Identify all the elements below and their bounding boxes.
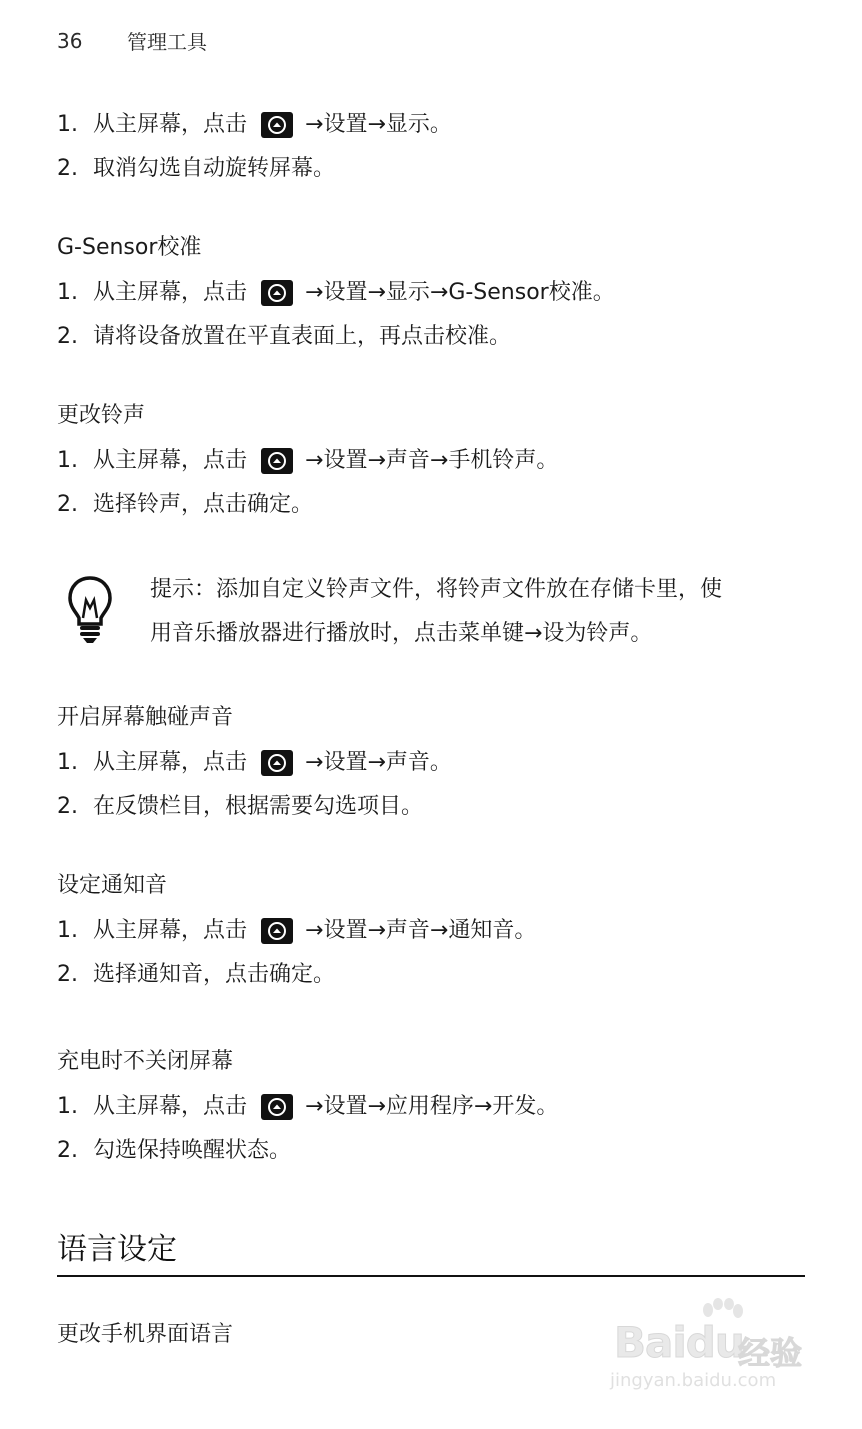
subsection-heading: 开启屏幕触碰声音	[57, 705, 234, 730]
tip-line: 提示：添加自定义铃声文件，将铃声文件放在存储卡里，使	[150, 577, 723, 602]
step-number: 1.	[57, 750, 78, 775]
lightbulb-icon	[64, 574, 116, 646]
step-text: 从主屏幕，点击	[93, 112, 248, 137]
page-number: 36	[57, 28, 83, 53]
step-number: 1.	[57, 112, 78, 137]
subsection-heading: 更改铃声	[57, 403, 146, 428]
step-text: →设置→显示→G-Sensor校准。	[305, 280, 615, 305]
step-item	[57, 1136, 291, 1166]
step-text: 请将设备放置在平直表面上，再点击校准。	[93, 324, 512, 349]
tip-text	[150, 568, 800, 656]
step-item	[57, 446, 558, 476]
step-number: 1.	[57, 1094, 78, 1119]
step-item	[57, 154, 335, 184]
watermark-brand: Baidu	[614, 1318, 744, 1367]
step-number: 1.	[57, 918, 78, 943]
step-item	[57, 792, 423, 822]
step-item	[57, 110, 452, 140]
step-text: →设置→声音→手机铃声。	[305, 448, 559, 473]
step-item	[57, 916, 536, 946]
watermark-cn: 经验	[738, 1334, 803, 1372]
home-button-icon	[261, 112, 293, 138]
step-text: 取消勾选自动旋转屏幕。	[93, 156, 336, 181]
step-text: 从主屏幕，点击	[93, 1094, 248, 1119]
section-divider	[57, 1275, 805, 1277]
step-number: 2.	[57, 794, 78, 819]
subsection-heading: 充电时不关闭屏幕	[57, 1049, 234, 1074]
step-number: 1.	[57, 280, 78, 305]
step-number: 2.	[57, 156, 78, 181]
tip-line: 用音乐播放器进行播放时，点击菜单键→设为铃声。	[150, 621, 653, 646]
step-number: 2.	[57, 962, 78, 987]
step-item	[57, 278, 615, 308]
chapter-title: 管理工具	[127, 30, 207, 54]
step-item	[57, 960, 335, 990]
step-text: 选择铃声，点击确定。	[93, 492, 314, 517]
step-item	[57, 748, 452, 778]
watermark-url: jingyan.baidu.com	[610, 1370, 777, 1391]
step-text: →设置→声音。	[305, 750, 452, 775]
home-button-icon	[261, 750, 293, 776]
step-text: 从主屏幕，点击	[93, 280, 248, 305]
step-text: 勾选保持唤醒状态。	[93, 1138, 292, 1163]
step-number: 2.	[57, 492, 78, 517]
subsection-heading: G-Sensor校准	[57, 235, 202, 260]
subsection-heading: 设定通知音	[57, 873, 168, 898]
step-text: →设置→显示。	[305, 112, 452, 137]
home-button-icon	[261, 280, 293, 306]
section-title: 语言设定	[57, 1232, 177, 1267]
step-number: 2.	[57, 324, 78, 349]
step-item	[57, 322, 511, 352]
step-text: →设置→声音→通知音。	[305, 918, 537, 943]
home-button-icon	[261, 1094, 293, 1120]
step-number: 2.	[57, 1138, 78, 1163]
home-button-icon	[261, 448, 293, 474]
home-button-icon	[261, 918, 293, 944]
step-text: →设置→应用程序→开发。	[305, 1094, 559, 1119]
step-text: 从主屏幕，点击	[93, 918, 248, 943]
baidu-watermark	[610, 1298, 810, 1398]
subsection-heading: 更改手机界面语言	[57, 1322, 234, 1347]
step-text: 从主屏幕，点击	[93, 448, 248, 473]
step-item	[57, 490, 313, 520]
step-text: 从主屏幕，点击	[93, 750, 248, 775]
step-text: 选择通知音，点击确定。	[93, 962, 336, 987]
page-header	[57, 26, 207, 55]
step-item	[57, 1092, 558, 1122]
step-number: 1.	[57, 448, 78, 473]
step-text: 在反馈栏目，根据需要勾选项目。	[93, 794, 424, 819]
